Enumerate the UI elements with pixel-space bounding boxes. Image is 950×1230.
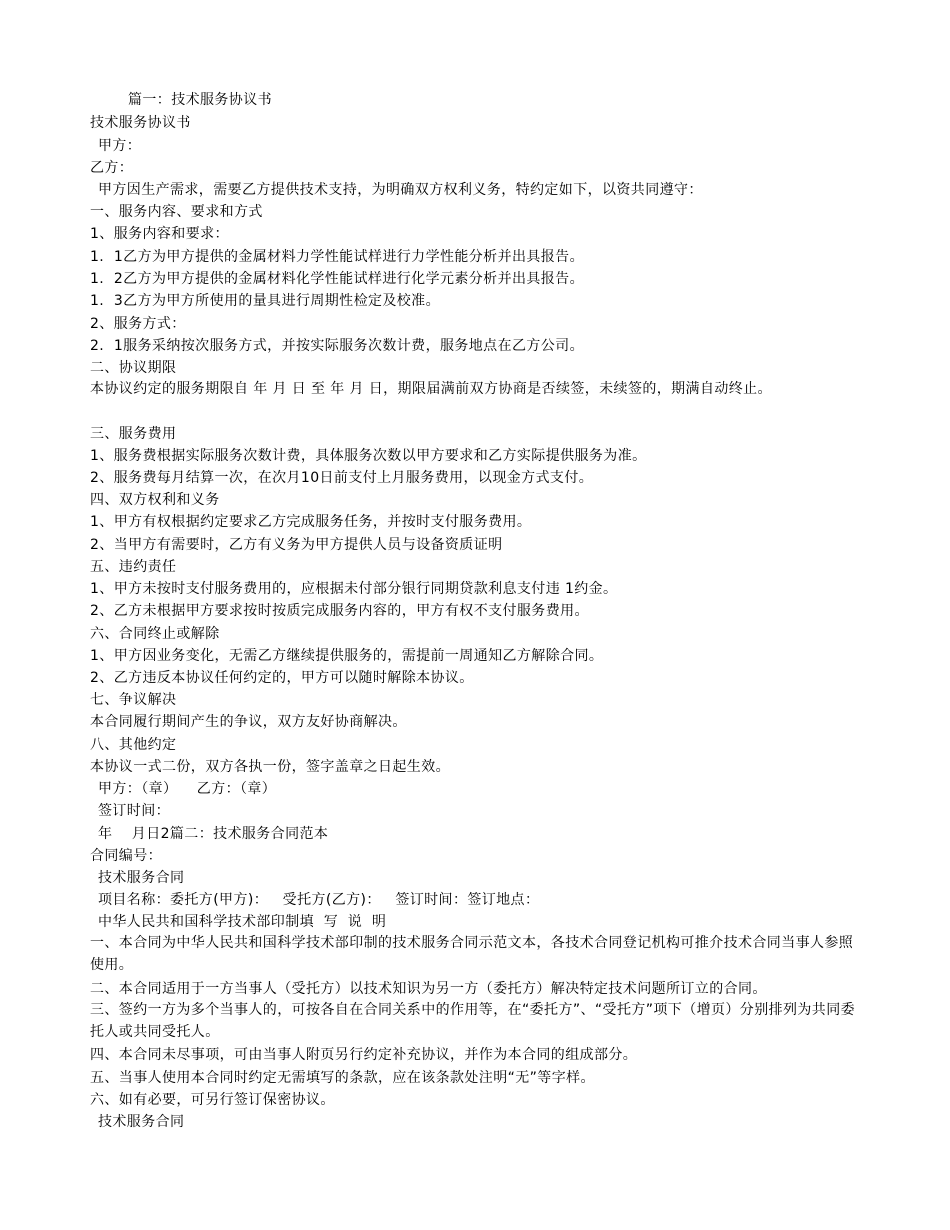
breach-clause-1: 1、甲方未按时支付服务费用的，应根据未付部分银行同期贷款利息支付违 1约金。: [90, 581, 618, 597]
heading-termination: 六、合同终止或解除: [90, 626, 220, 642]
subheading-service-method: 2、服务方式：: [90, 316, 186, 332]
rights-clause-1: 1、甲方有权根据约定要求乙方完成服务任务，并按时支付服务费用。: [90, 514, 532, 530]
heading-rights-obligations: 四、双方权利和义务: [90, 492, 220, 508]
project-info-line: 项目名称：委托方(甲方)： 受托方(乙方)： 签订时间：签订地点：: [98, 892, 540, 908]
fees-clause-2: 2、服务费每月结算一次，在次月10日前支付上月服务费用，以现金方式支付。: [90, 470, 594, 486]
instruction-2: 二、本合同适用于一方当事人（受托方）以技术知识为另一方（委托方）解决特定技术问题所订立的合同。: [90, 981, 767, 997]
term-paragraph: 本协议约定的服务期限自 年 月 日 至 年 月 日，期限届满前双方协商是否续签，未续签的，期满自动终止。: [90, 381, 772, 397]
instruction-5: 五、当事人使用本合同时约定无需填写的条款，应在该条款处注明“无”等字样。: [90, 1070, 595, 1086]
heading-service-content: 一、服务内容、要求和方式: [90, 204, 263, 220]
subheading-content-requirements: 1、服务内容和要求：: [90, 226, 229, 242]
instruction-6: 六、如有必要，可另行签订保密协议。: [90, 1092, 335, 1108]
heading-dispute: 七、争议解决: [90, 692, 177, 708]
heading-term: 二、协议期限: [90, 360, 177, 376]
heading-fees: 三、服务费用: [90, 426, 177, 442]
rights-clause-2: 2、当甲方有需要时，乙方有义务为甲方提供人员与设备资质证明: [90, 537, 503, 553]
other-clause: 本协议一式二份，双方各执一份，签字盖章之日起生效。: [90, 759, 450, 775]
signature-line: 甲方：（章） 乙方：（章）: [98, 781, 277, 797]
clause-1-1: 1. 1乙方为甲方提供的金属材料力学性能试样进行力学性能分析并出具报告。: [90, 249, 584, 265]
clause-2-1: 2. 1服务采纳按次服务方式，并按实际服务次数计费，服务地点在乙方公司。: [90, 338, 584, 354]
agreement-title: 技术服务协议书: [90, 115, 191, 131]
preamble: 甲方因生产需求，需要乙方提供技术支持，为明确双方权利义务，特约定如下，以资共同遵守：: [98, 182, 703, 198]
instruction-1: 一、本合同为中华人民共和国科学技术部印制的技术服务合同示范文本，各技术合同登记机构可推介技术合同当事人参照使用。: [90, 935, 854, 973]
clause-1-2: 1. 2乙方为甲方提供的金属材料化学性能试样进行化学元素分析并出具报告。: [90, 271, 584, 287]
heading-breach: 五、违约责任: [90, 559, 177, 575]
heading-other: 八、其他约定: [90, 737, 177, 753]
contract-title: 技术服务合同: [98, 870, 185, 886]
contract-number-label: 合同编号：: [90, 848, 162, 864]
termination-clause-1: 1、甲方因业务变化，无需乙方继续提供服务的，需提前一周通知乙方解除合同。: [90, 648, 604, 664]
party-b-line: 乙方：: [90, 160, 134, 176]
termination-clause-2: 2、乙方违反本协议任何约定的，甲方可以随时解除本协议。: [90, 670, 474, 686]
party-a-line: 甲方：: [98, 138, 142, 154]
dispute-clause: 本合同履行期间产生的争议，双方友好协商解决。: [90, 714, 407, 730]
instruction-3: 三、签约一方为多个当事人的，可按各自在合同关系中的作用等，在“委托方”、“受托方”项下（增页）分别排列为共同委托人或共同受托人。: [90, 1002, 856, 1040]
issuer-and-instructions-title: 中华人民共和国科学技术部印制填 写 说 明: [98, 914, 387, 930]
contract-title-repeat: 技术服务合同: [98, 1114, 185, 1130]
instruction-4: 四、本合同未尽事项，可由当事人附页另行约定补充协议，并作为本合同的组成部分。: [90, 1047, 638, 1063]
fees-clause-1: 1、服务费根据实际服务次数计费，具体服务次数以甲方要求和乙方实际提供服务为准。: [90, 448, 647, 464]
signing-time-label: 签订时间：: [98, 803, 170, 819]
section-title-part1: 篇一：技术服务协议书: [128, 92, 272, 108]
clause-1-3: 1. 3乙方为甲方所使用的量具进行周期性检定及校准。: [90, 293, 440, 309]
date-and-part2-title: 年 月日2篇二：技术服务合同范本: [98, 826, 329, 842]
breach-clause-2: 2、乙方未根据甲方要求按时按质完成服务内容的，甲方有权不支付服务费用。: [90, 603, 589, 619]
